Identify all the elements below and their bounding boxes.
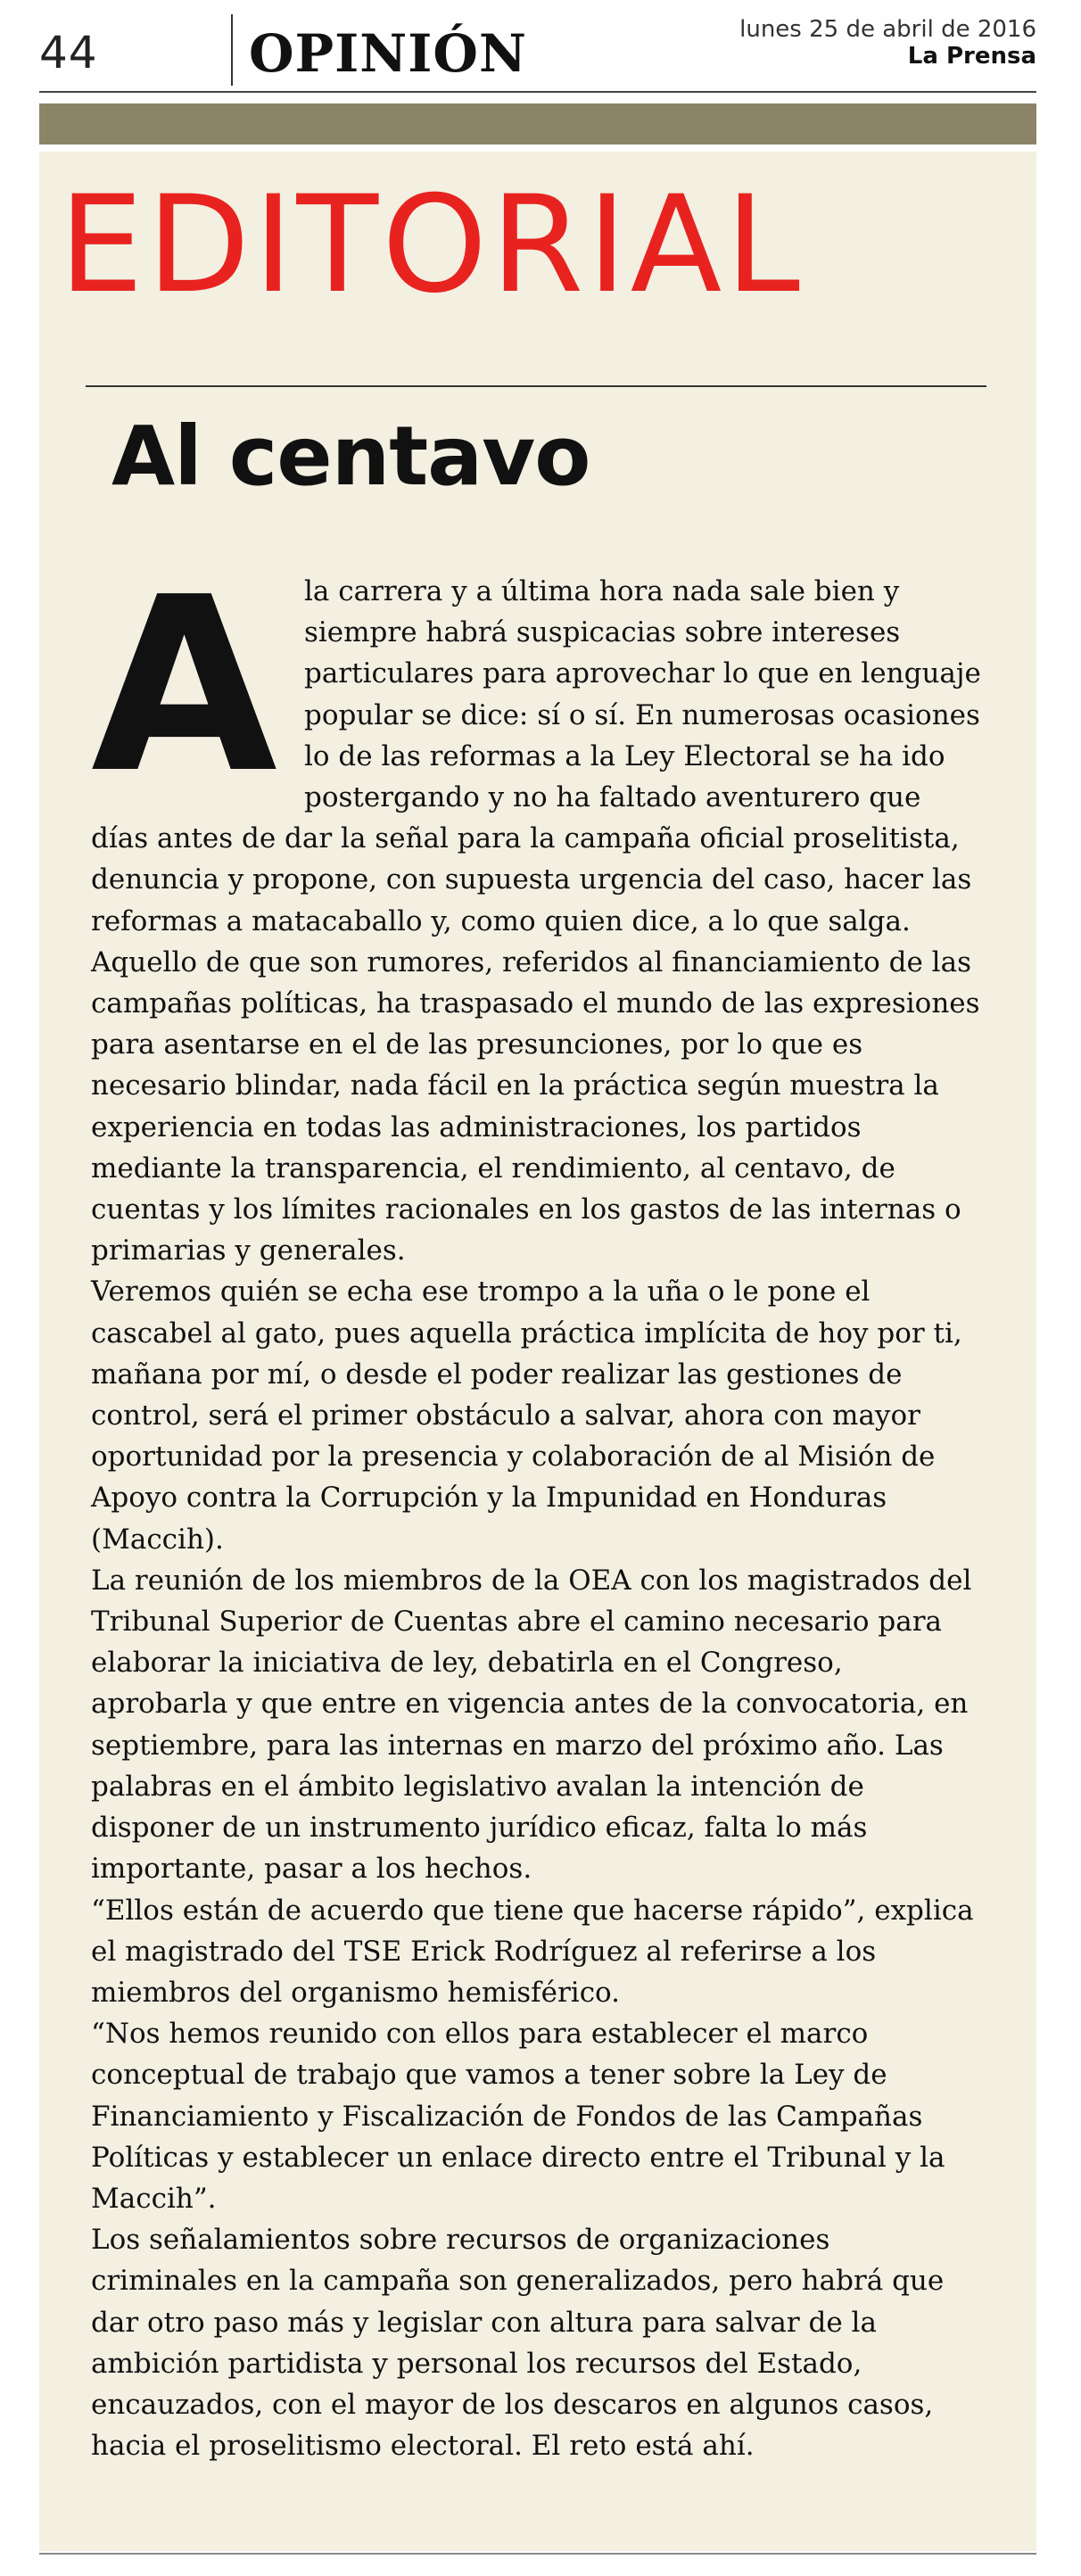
dateline: [739, 16, 1036, 70]
paragraph: Aquello de que son rumores, referidos al financiamiento de las campañas políticas, ha traspasado el mundo de las expresiones para asentarse en el de las presunciones, por lo que es necesario blindar, nada fácil en la práctica según muestra la experiencia en todas las administraciones, los partidos mediante la transparencia, el rendimiento, al centavo, de cuentas y los límites racionales en los gastos de las internas o primarias y generales.: [91, 945, 980, 1267]
page-header: [39, 11, 1036, 89]
paragraph: la carrera y a última hora nada sale bien y siempre habrá suspicacias sobre intereses particulares para aprovechar lo que en lenguaje popular se dice: sí o sí. En numerosas ocasiones lo de las reformas a la Ley Electoral se ha ido postergando y no ha faltado aventurero que días antes de dar la señal para la campaña oficial proselitista, denuncia y propone, con supuesta urgencia del caso, hacer las reformas a matacaballo y, como quien dice, a lo que salga.: [91, 575, 981, 937]
publication-date: lunes 25 de abril de 2016: [739, 16, 1036, 43]
section-title: OPINIÓN: [249, 23, 527, 84]
paragraph: Los señalamientos sobre recursos de organizaciones criminales en la campaña son generalizados, pero habrá que dar otro paso más y legislar con altura para salvar de la ambición partidista y personal los recursos del Estado, encauzados, con el mayor de los descaros en algunos casos, hacia el proselitismo electoral. El reto está ahí.: [91, 2224, 945, 2463]
newspaper-name: La Prensa: [907, 43, 1036, 70]
page-number: 44: [39, 27, 98, 78]
paragraph: “Nos hemos reunido con ellos para establecer el marco conceptual de trabajo que vamos a tener sobre la Ley de Financiamiento y Fiscalización de Fondos de las Campañas Políticas y establecer un enlace directo entre el Tribunal y la Maccih”.: [91, 2018, 945, 2215]
paragraph: Veremos quién se echa ese trompo a la uña o le pone el cascabel al gato, pues aquella práctica implícita de hoy por ti, mañana por mí, o desde el poder realizar las gestiones de control, será el primer obstáculo a salvar, ahora con mayor oportunidad por la presencia y colaboración de al Misión de Apoyo contra la Corrupción y la Impunidad en Honduras (Maccih).: [91, 1276, 962, 1556]
title-rule: [86, 385, 986, 387]
header-divider: [231, 14, 233, 86]
drop-cap: A: [91, 545, 277, 826]
paragraph: “Ellos están de acuerdo que tiene que hacerse rápido”, explica el magistrado del TSE Erick Rodríguez al referirse a los miembros del organismo hemisférico.: [91, 1894, 974, 2009]
paragraph: La reunión de los miembros de la OEA con los magistrados del Tribunal Superior de Cuentas abre el camino necesario para elaborar la iniciativa de ley, debatirla en el Congreso, aprobarla y que entre en vigencia antes de la convocatoria, en septiembre, para las internas en marzo del próximo año. Las palabras en el ámbito legislativo avalan la intención de disponer de un instrumento jurídico eficaz, falta lo más importante, pasar a los hechos.: [91, 1564, 972, 1886]
decorative-band: [39, 103, 1036, 144]
article-body: [91, 545, 981, 2466]
article-headline: Al centavo: [111, 409, 590, 504]
bottom-rule: [39, 2553, 1036, 2555]
editorial-kicker: EDITORIAL: [59, 168, 804, 323]
header-rule: [39, 91, 1036, 93]
